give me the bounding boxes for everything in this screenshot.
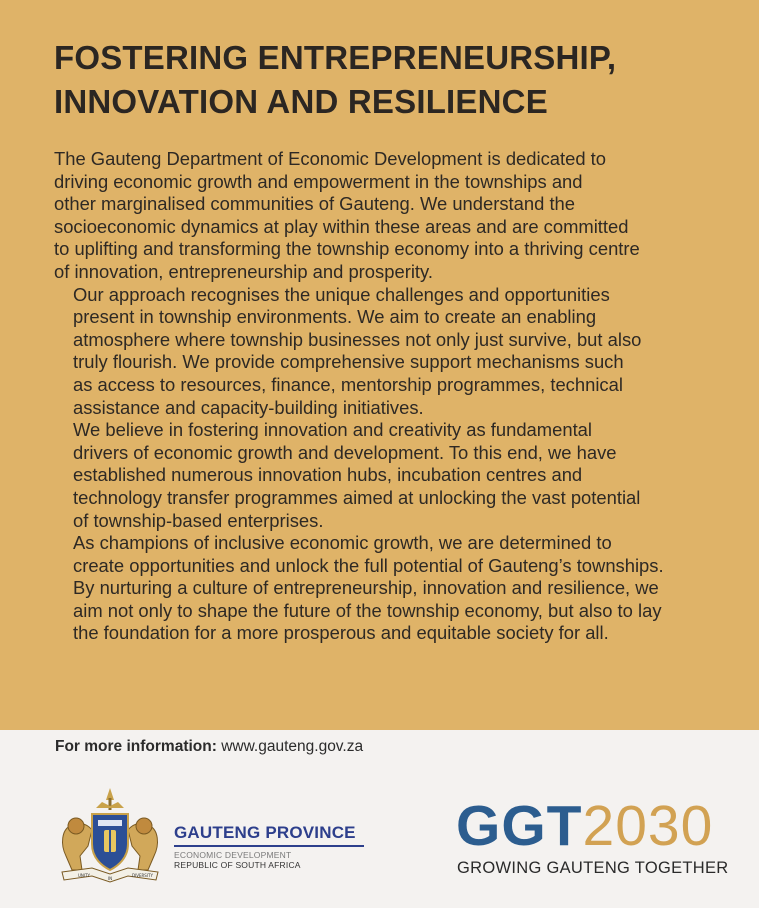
country-name: REPUBLIC OF SOUTH AFRICA	[174, 860, 301, 870]
article-body	[54, 148, 744, 645]
province-name: GAUTENG PROVINCE	[174, 823, 356, 842]
text-line: truly flourish. We provide comprehensive support mechanisms such	[73, 351, 624, 373]
text-line: established numerous innovation hubs, incubation centres and	[73, 464, 583, 486]
ggt-year: 2030	[582, 794, 714, 858]
text-line: other marginalised communities of Gauteng. We understand the	[54, 193, 576, 215]
svg-text:DIVERSITY: DIVERSITY	[132, 873, 153, 878]
text-line: create opportunities and unlock the full potential of Gauteng’s townships.	[73, 554, 664, 576]
text-line: By nurturing a culture of entrepreneurship, innovation and resilience, we	[73, 577, 659, 599]
text-line: As champions of inclusive economic growth, we are determined to	[73, 532, 612, 554]
page-title	[54, 36, 734, 124]
text-line: technology transfer programmes aimed at unlocking the vast potential	[73, 486, 641, 508]
text-line: to uplifting and transforming the township economy into a thriving centre	[54, 238, 640, 260]
paragraph	[54, 148, 744, 284]
text-line: present in township environments. We aim to create an enabling	[73, 306, 597, 328]
title-line: FOSTERING ENTREPRENEURSHIP,	[54, 39, 617, 76]
department-name: ECONOMIC DEVELOPMENT	[174, 850, 292, 860]
svg-text:UNITY: UNITY	[78, 873, 90, 878]
text-line: of township-based enterprises.	[73, 509, 324, 531]
logo-divider	[174, 845, 364, 847]
gauteng-province-logo	[174, 823, 364, 870]
ggt2030-logo	[456, 796, 713, 856]
paragraph	[54, 532, 744, 645]
text-line: the foundation for a more prosperous and equitable society for all.	[73, 622, 609, 644]
coat-of-arms-icon	[52, 786, 168, 886]
text-line: Our approach recognises the unique challenges and opportunities	[73, 283, 610, 305]
text-line: We believe in fostering innovation and creativity as fundamental	[73, 419, 592, 441]
ggt-tagline: GROWING GAUTENG TOGETHER	[457, 859, 729, 877]
paragraph	[54, 419, 744, 532]
svg-text:IN: IN	[108, 876, 113, 881]
ggt-letters: GGT	[456, 794, 583, 858]
paragraph	[54, 284, 744, 420]
text-line: driving economic growth and empowerment in the townships and	[54, 170, 583, 192]
title-line: INNOVATION AND RESILIENCE	[54, 83, 548, 120]
text-line: of innovation, entrepreneurship and prosperity.	[54, 260, 433, 282]
text-line: socioeconomic dynamics at play within these areas and are committed	[54, 215, 629, 237]
text-line: atmosphere where township businesses not only just survive, but also	[73, 328, 642, 350]
more-info-label: For more information:	[55, 738, 217, 755]
text-line: aim not only to shape the future of the township economy, but also to lay	[73, 599, 662, 621]
text-line: The Gauteng Department of Economic Development is dedicated to	[54, 148, 607, 169]
text-line: assistance and capacity-building initiatives.	[73, 396, 424, 418]
website-link[interactable]: www.gauteng.gov.za	[221, 738, 364, 755]
text-line: as access to resources, finance, mentorship programmes, technical	[73, 373, 623, 395]
more-information	[55, 738, 363, 756]
text-line: drivers of economic growth and development. To this end, we have	[73, 441, 617, 463]
